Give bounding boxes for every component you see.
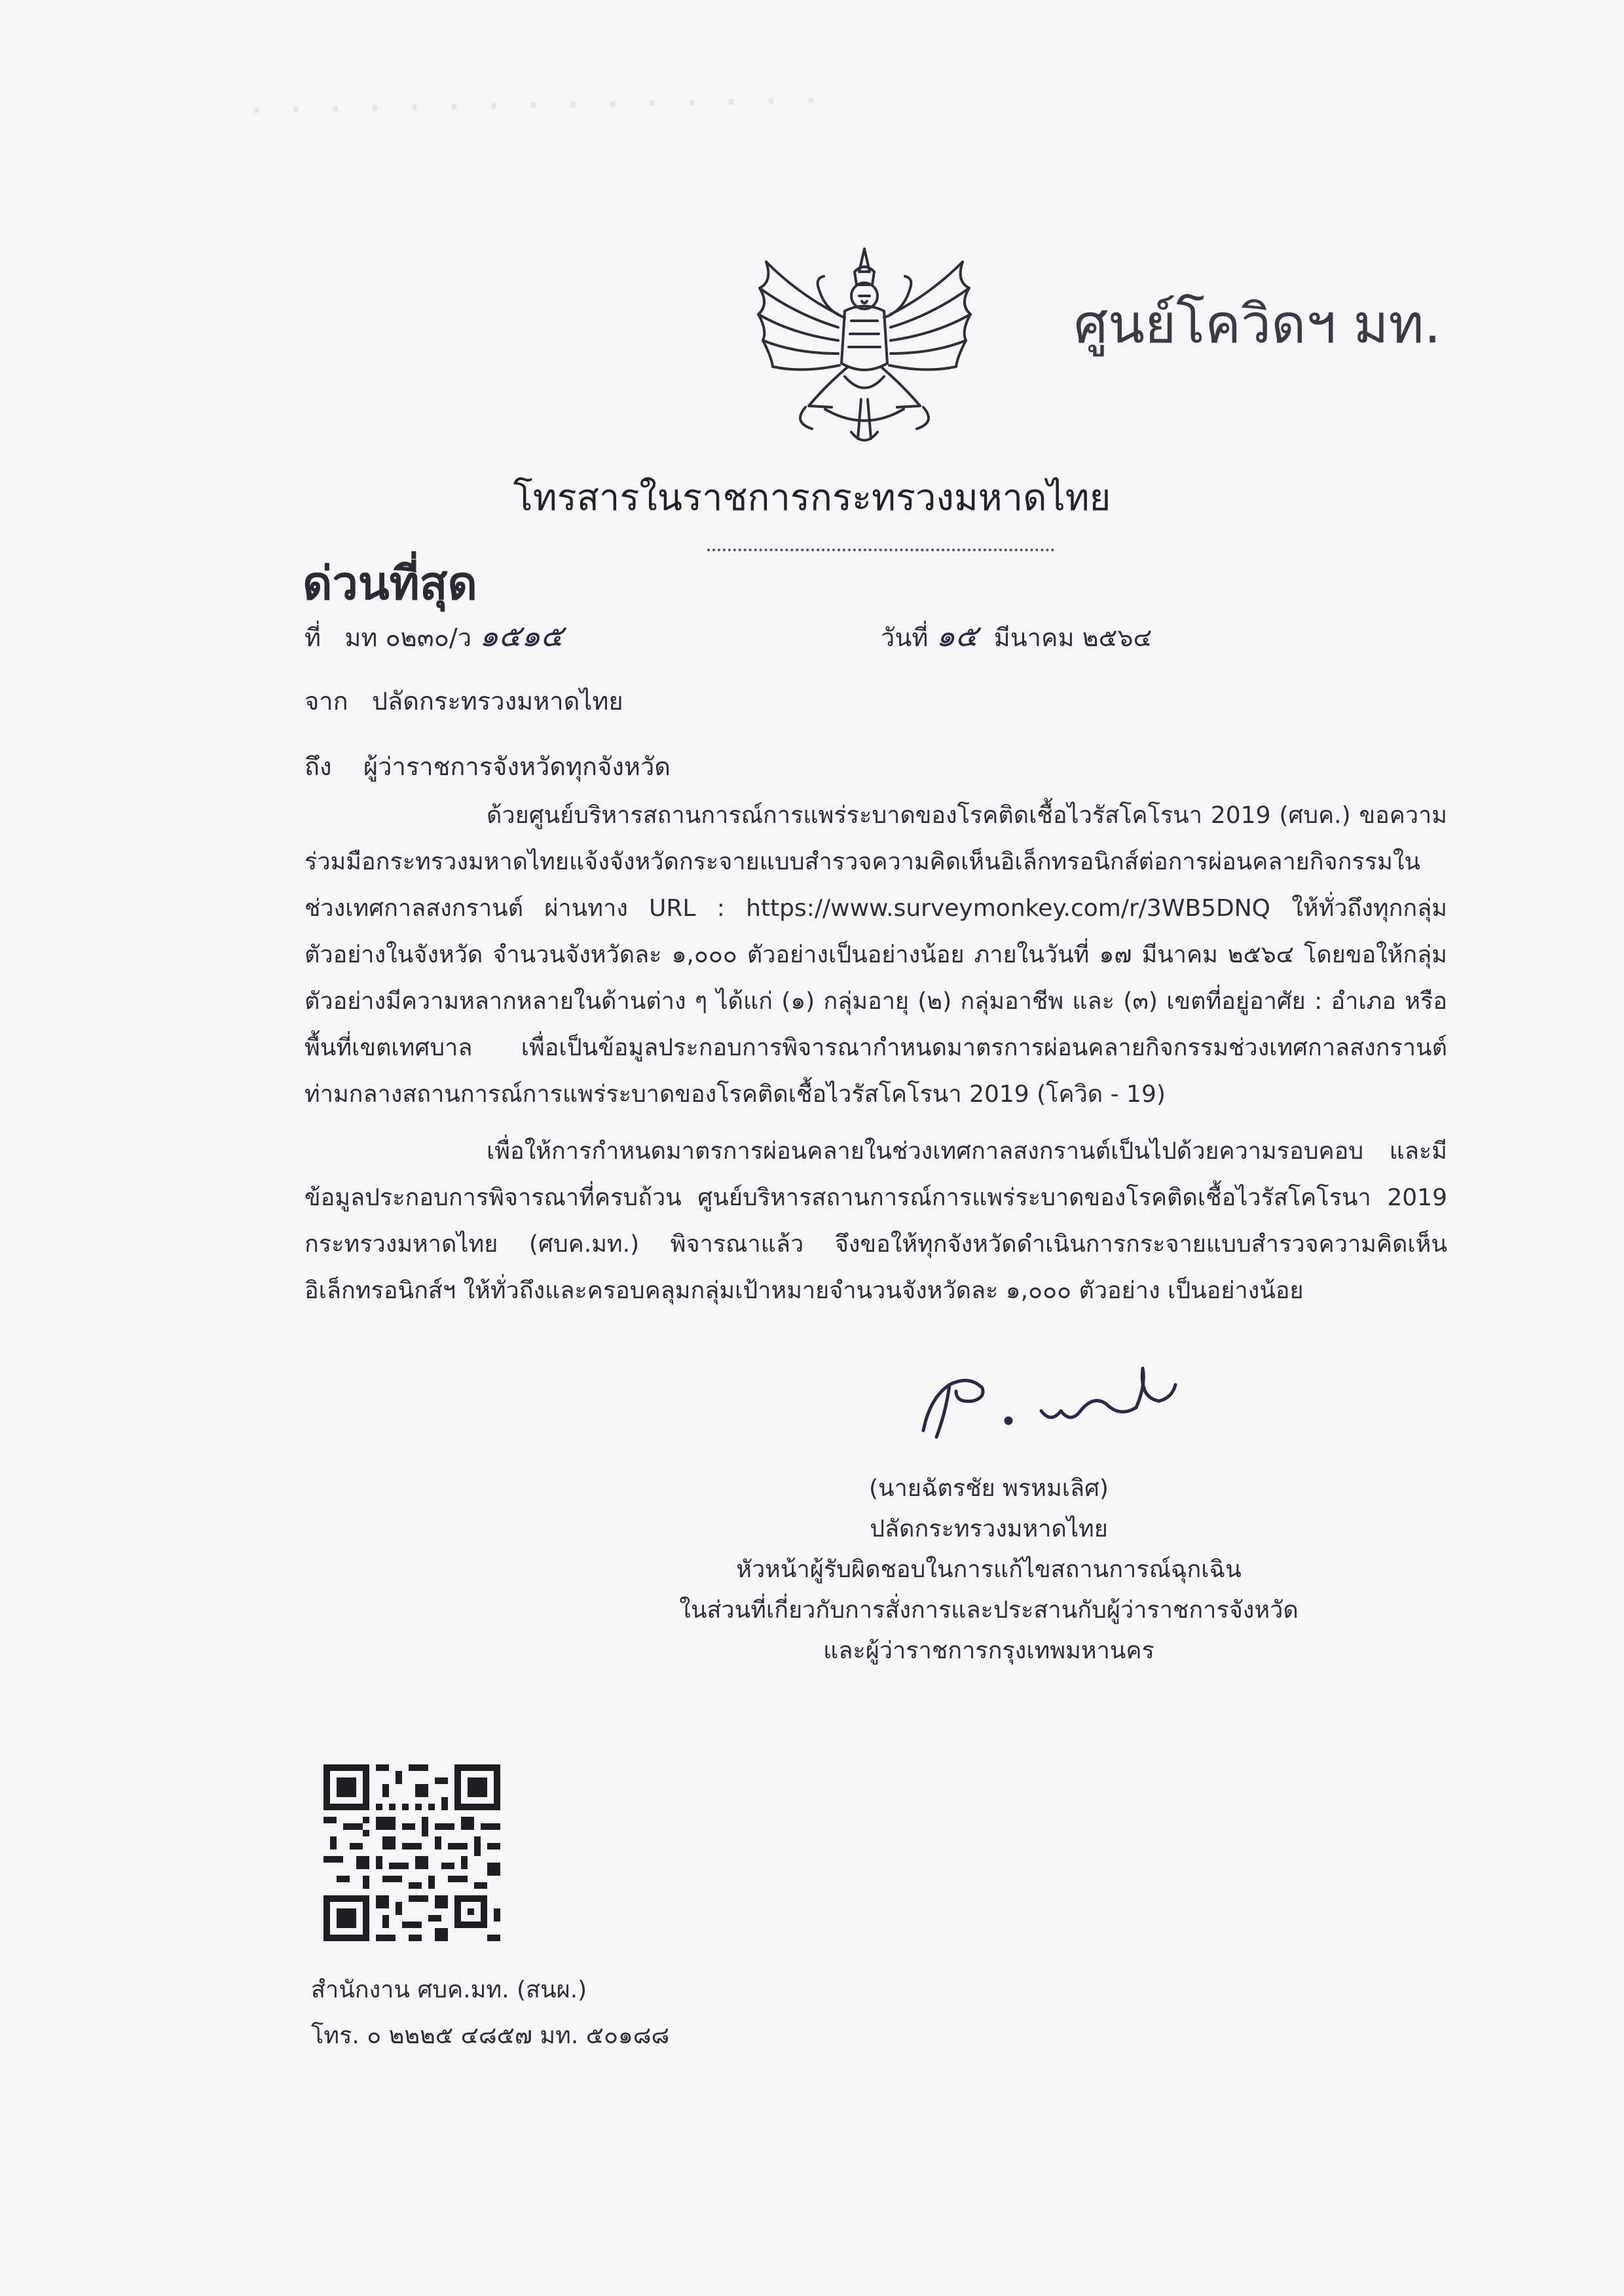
signature-block bbox=[655, 1468, 1323, 1671]
to-value: ผู้ว่าราชการจังหวัดทุกจังหวัด bbox=[363, 752, 671, 781]
handwritten-signature-icon bbox=[910, 1358, 1185, 1450]
document-title: โทรสารในราชการกระทรวงมหาดไทย bbox=[513, 477, 1111, 519]
body-paragraph-1: ด้วยศูนย์บริหารสถานการณ์การแพร่ระบาดของโรคติดเชื้อไวรัสโคโรนา 2019 (ศบค.) ขอความร่วมมือกระทรวงมหาดไทยแจ้งจังหวัดกระจายแบบสำรวจความคิดเห็นอิเล็กทรอนิกส์ต่อการผ่อนคลายกิจกรรมในช่วงเทศกาลสงกรานต์ ผ่านทาง URL : https://www.surveymonkey.com/r/3WB5DNQ ให้ทั่วถึงทุกกลุ่มตัวอย่างในจังหวัด จำนวนจังหวัดละ ๑,๐๐๐ ตัวอย่างเป็นอย่างน้อย ภายในวันที่ ๑๗ มีนาคม ๒๕๖๔ โดยขอให้กลุ่มตัวอย่างมีความหลากหลายในด้านต่าง ๆ ได้แก่ (๑) กลุ่มอายุ (๒) กลุ่มอาชีพ และ (๓) เขตที่อยู่อาศัย : อำเภอ หรือพื้นที่เขตเทศบาล เพื่อเป็นข้อมูลประกอบการพิจารณากำหนดมาตรการผ่อนคลายกิจกรรมช่วงเทศกาลสงกรานต์ท่ามกลางสถานการณ์การแพร่ระบาดของโรคติดเชื้อไวรัสโคโรนา 2019 (โควิด - 19) bbox=[304, 802, 1447, 1108]
footer-office: สำนักงาน ศบค.มท. (สนผ.) bbox=[311, 1977, 587, 2003]
from-label: จาก bbox=[304, 687, 348, 716]
to-line bbox=[304, 746, 671, 786]
signatory-role-line-1: หัวหน้าผู้รับผิดชอบในการแก้ไขสถานการณ์ฉุกเฉิน bbox=[736, 1556, 1242, 1583]
date-line bbox=[881, 612, 1152, 660]
reference-prefix: มท ๐๒๓๐/ว bbox=[344, 623, 472, 652]
title-dotted-underline bbox=[707, 549, 1054, 551]
date-label: วันที่ bbox=[881, 623, 929, 652]
from-value: ปลัดกระทรวงมหาดไทย bbox=[371, 687, 623, 716]
signatory-role-line-3: และผู้ว่าราชการกรุงเทพมหานคร bbox=[823, 1637, 1154, 1664]
signatory-position: ปลัดกระทรวงมหาดไทย bbox=[870, 1516, 1108, 1542]
bleed-through-marks: · · · · · · · · · · · · · · · bbox=[248, 73, 824, 137]
garuda-emblem-icon bbox=[747, 236, 982, 452]
signatory-role-line-2: ในส่วนที่เกี่ยวกับการสั่งการและประสานกับผู้ว่าราชการจังหวัด bbox=[679, 1597, 1299, 1624]
from-line bbox=[304, 681, 623, 721]
covid-center-stamp: ศูนย์โควิดฯ มท. bbox=[1074, 293, 1441, 355]
body-paragraph-2: เพื่อให้การกำหนดมาตรการผ่อนคลายในช่วงเทศกาลสงกรานต์เป็นไปด้วยความรอบคอบ และมีข้อมูลประกอบการพิจารณาที่ครบถ้วน ศูนย์บริหารสถานการณ์การแพร่ระบาดของโรคติดเชื้อไวรัสโคโรนา 2019 กระทรวงมหาดไทย (ศบค.มท.) พิจารณาแล้ว จึงขอให้ทุกจังหวัดดำเนินการกระจายแบบสำรวจความคิดเห็นอิเล็กทรอนิกส์ฯ ให้ทั่วถึงและครอบคลุมกลุ่มเป้าหมายจำนวนจังหวัดละ ๑,๐๐๐ ตัวอย่าง เป็นอย่างน้อย bbox=[304, 1138, 1447, 1304]
reference-line bbox=[304, 612, 563, 660]
reference-label: ที่ bbox=[304, 623, 322, 652]
urgency-label: ด่วนที่สุด bbox=[303, 556, 477, 610]
date-day: ๑๕ bbox=[936, 618, 978, 653]
reference-number: ๑๕๑๕ bbox=[479, 618, 564, 653]
date-month-year: มีนาคม ๒๕๖๔ bbox=[993, 623, 1153, 652]
footer-phone: โทร. ๐ ๒๒๒๕ ๔๘๕๗ มท. ๕๐๑๘๘ bbox=[311, 2022, 670, 2049]
signatory-name: (นายฉัตรชัย พรหมเลิศ) bbox=[869, 1475, 1109, 1502]
qr-code-icon[interactable] bbox=[323, 1764, 500, 1941]
letter-body bbox=[304, 792, 1447, 1314]
to-label: ถึง bbox=[304, 752, 332, 781]
